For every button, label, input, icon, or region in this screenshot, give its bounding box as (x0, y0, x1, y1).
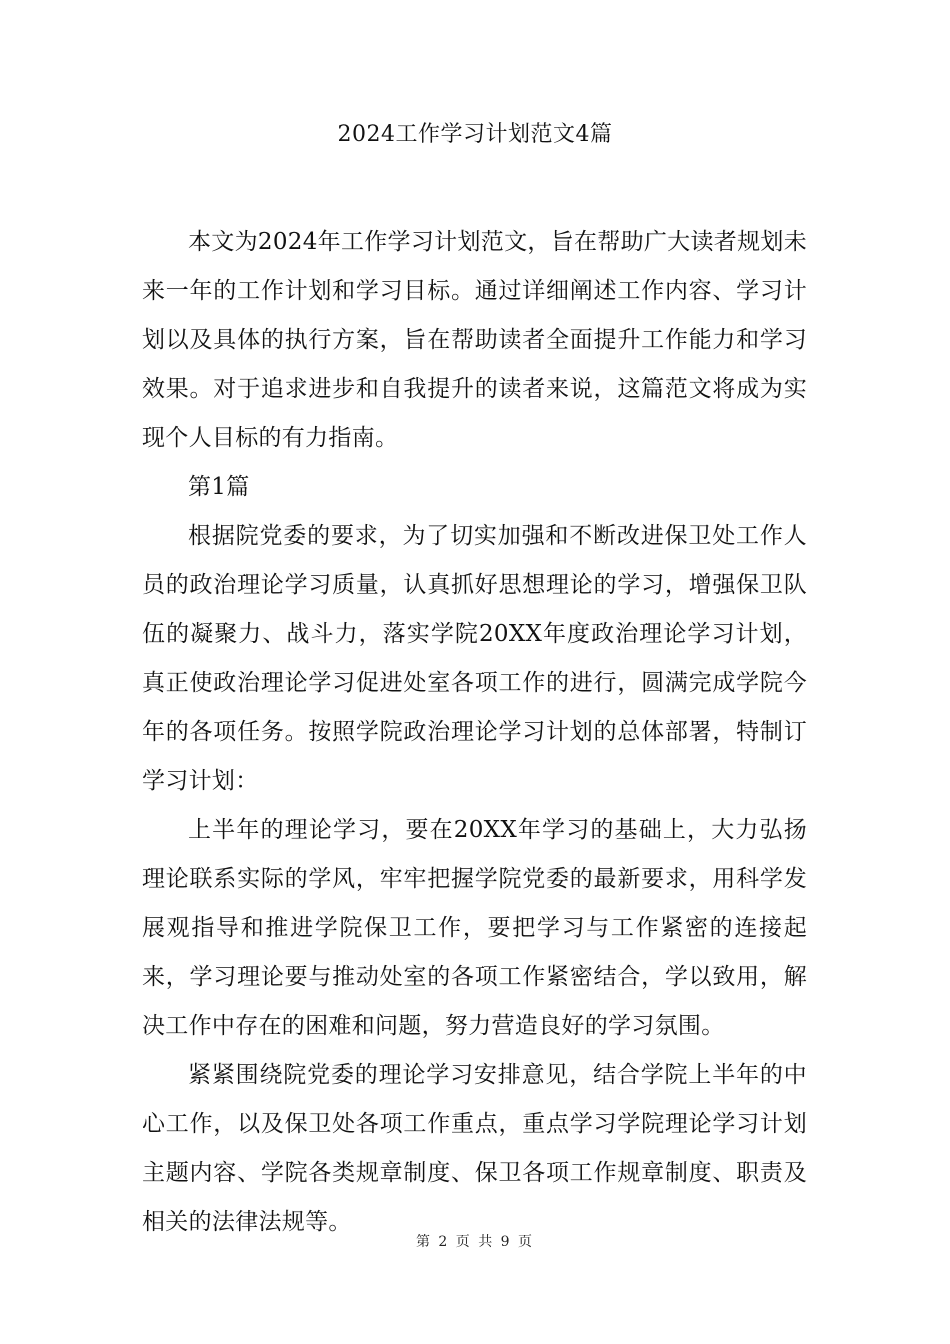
document-title: 2024工作学习计划范文4篇 (337, 122, 613, 147)
page-number-footer: 第 2 页 共 9 页 (415, 1234, 535, 1250)
body-paragraph: 根据院党委的要求，为了切实加强和不断改进保卫处工作人员的政治理论学习质量，认真抓好思想理论的学习，增强保卫队伍的凝聚力、战斗力，落实学院20XX年度政治理论学习计划，真正使政治理论学习促进处室各项工作的进行，圆满完成学院今年的各项任务。按照学院政治理论学习计划的总体部署，特制订学习计划： (142, 523, 807, 794)
section-heading: 第1篇 (188, 474, 250, 500)
body-paragraph: 紧紧围绕院党委的理论学习安排意见，结合学院上半年的中心工作，以及保卫处各项工作重点，重点学习学院理论学习计划主题内容、学院各类规章制度、保卫各项工作规章制度、职责及相关的法律法规等。 (142, 1062, 807, 1235)
document-body (142, 218, 807, 1247)
intro-paragraph: 本文为2024年工作学习计划范文，旨在帮助广大读者规划未来一年的工作计划和学习目标。通过详细阐述工作内容、学习计划以及具体的执行方案，旨在帮助读者全面提升工作能力和学习效果。对于追求进步和自我提升的读者来说，这篇范文将成为实现个人目标的有力指南。 (142, 229, 807, 451)
body-paragraph: 上半年的理论学习，要在20XX年学习的基础上，大力弘扬理论联系实际的学风，牢牢把握学院党委的最新要求，用科学发展观指导和推进学院保卫工作，要把学习与工作紧密的连接起来，学习理论要与推动处室的各项工作紧密结合，学以致用，解决工作中存在的困难和问题，努力营造良好的学习氛围。 (142, 817, 807, 1039)
